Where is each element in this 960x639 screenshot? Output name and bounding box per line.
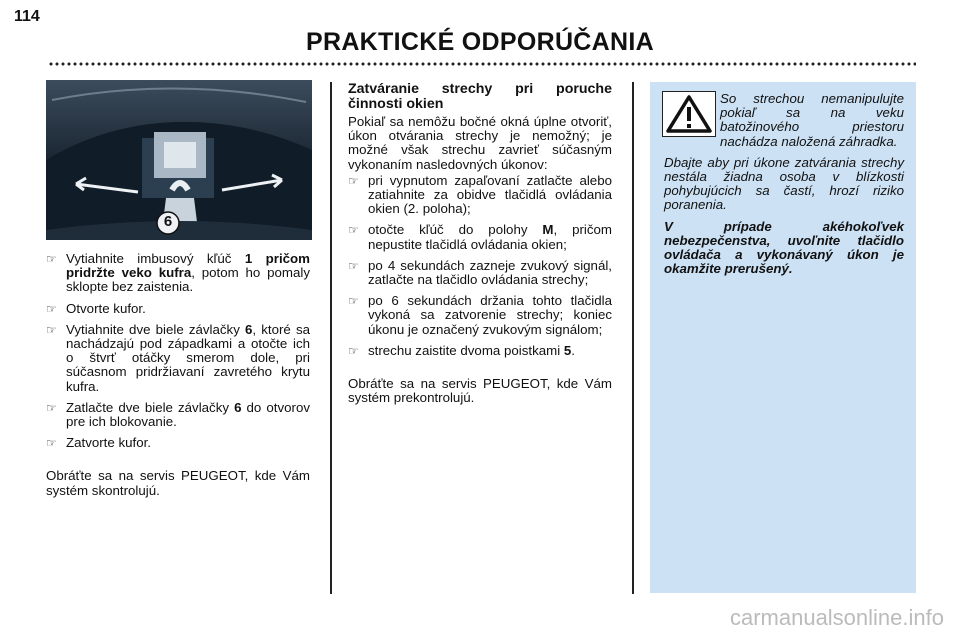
left-step-4: ☞ Zatlačte dve biele závlačky 6 do otvorov pre ich blokovanie.	[46, 399, 310, 430]
pointing-hand-icon: ☞	[348, 343, 359, 358]
pointing-hand-icon: ☞	[46, 436, 57, 451]
intro-text: Pokiaľ sa nemôžu bočné okná úplne otvoriť, úkon otvárania strechy je nemožný; je možné však strechu zavrieť súčasným vykonaním nasledovných úkonov:	[348, 114, 612, 172]
pointing-hand-icon: ☞	[46, 252, 57, 266]
mid-step-3: ☞ po 4 sekundách zazneje zvukový signál, zatlačte na tlačidlo ovládania strechy;	[348, 257, 612, 288]
pointing-hand-icon: ☞	[348, 223, 359, 238]
mid-step-1: ☞ pri vypnutom zapaľovaní zatlačte alebo zatiahnite za obidve tlačidlá ovládania okien (2. poloha);	[348, 172, 612, 217]
pointing-hand-icon: ☞	[46, 400, 57, 415]
trunk-photo	[46, 80, 312, 240]
pointing-hand-icon: ☞	[46, 322, 57, 337]
column-divider-left	[330, 82, 332, 594]
warning-paragraph-1: So strechou nemanipulujte pokiaľ sa na veku batožinového priestoru nachádza naložená záhradka.	[720, 91, 904, 149]
page-number: 114	[14, 8, 40, 25]
left-step-2: ☞ Otvorte kufor.	[46, 300, 146, 316]
warning-paragraph-3: V prípade akéhokoľvek nebezpečenstva, uvoľnite tlačidlo ovládača a vykonávaný úkon je okamžite prerušený.	[664, 218, 904, 277]
mid-step-5: ☞ strechu zaistite dvoma poistkami 5.	[348, 342, 575, 358]
pointing-hand-icon: ☞	[348, 258, 359, 273]
section-heading: Zatváranie strechy pri poruche činnosti okien	[348, 81, 612, 112]
left-column	[46, 250, 310, 498]
warning-box	[650, 82, 916, 593]
pointing-hand-icon: ☞	[46, 301, 57, 316]
pointing-hand-icon: ☞	[348, 294, 359, 309]
photo-callout-label: 6	[163, 213, 173, 230]
pointing-hand-icon: ☞	[348, 173, 359, 188]
column-divider-right	[632, 82, 634, 594]
left-step-5: ☞ Zatvorte kufor.	[46, 435, 151, 451]
mid-step-4: ☞ po 6 sekundách držania tohto tlačidla vykoná sa zatvorenie strechy; koniec úkonu je označený zvukovým signálom;	[348, 293, 612, 337]
mid-step-2: ☞ otočte kľúč do polohy M, pričom nepustite tlačidlá ovládania okien;	[348, 222, 612, 252]
watermark: carmanualsonline.info	[729, 605, 944, 630]
warning-paragraph-2: Dbajte aby pri úkone zatvárania strechy nestála žiadna osoba v blízkosti pohybujúcich sa častí, hrozí riziko poranenia.	[664, 154, 904, 213]
left-closing-text: Obráťte sa na servis PEUGEOT, kde Vám systém skontrolujú.	[46, 468, 310, 498]
left-step-3: ☞ Vytiahnite dve biele závlačky 6, ktoré sa nachádzajú pod západkami a otočte ich o štvrť otáčky smerom dole, pri súčasnom pridržiavaní zavretého krytu kufra.	[46, 321, 310, 394]
left-step-1: ☞ Vytiahnite imbusový kľúč 1 pričom pridržte veko kufra, potom ho pomaly sklopte bez zaistenia.	[46, 251, 310, 295]
page-title: PRAKTICKÉ ODPORÚČANIA	[306, 28, 654, 56]
middle-column	[348, 82, 612, 405]
mid-closing-text: Obráťte sa na servis PEUGEOT, kde Vám systém prekontrolujú.	[348, 376, 612, 406]
dotted-divider	[48, 62, 916, 66]
